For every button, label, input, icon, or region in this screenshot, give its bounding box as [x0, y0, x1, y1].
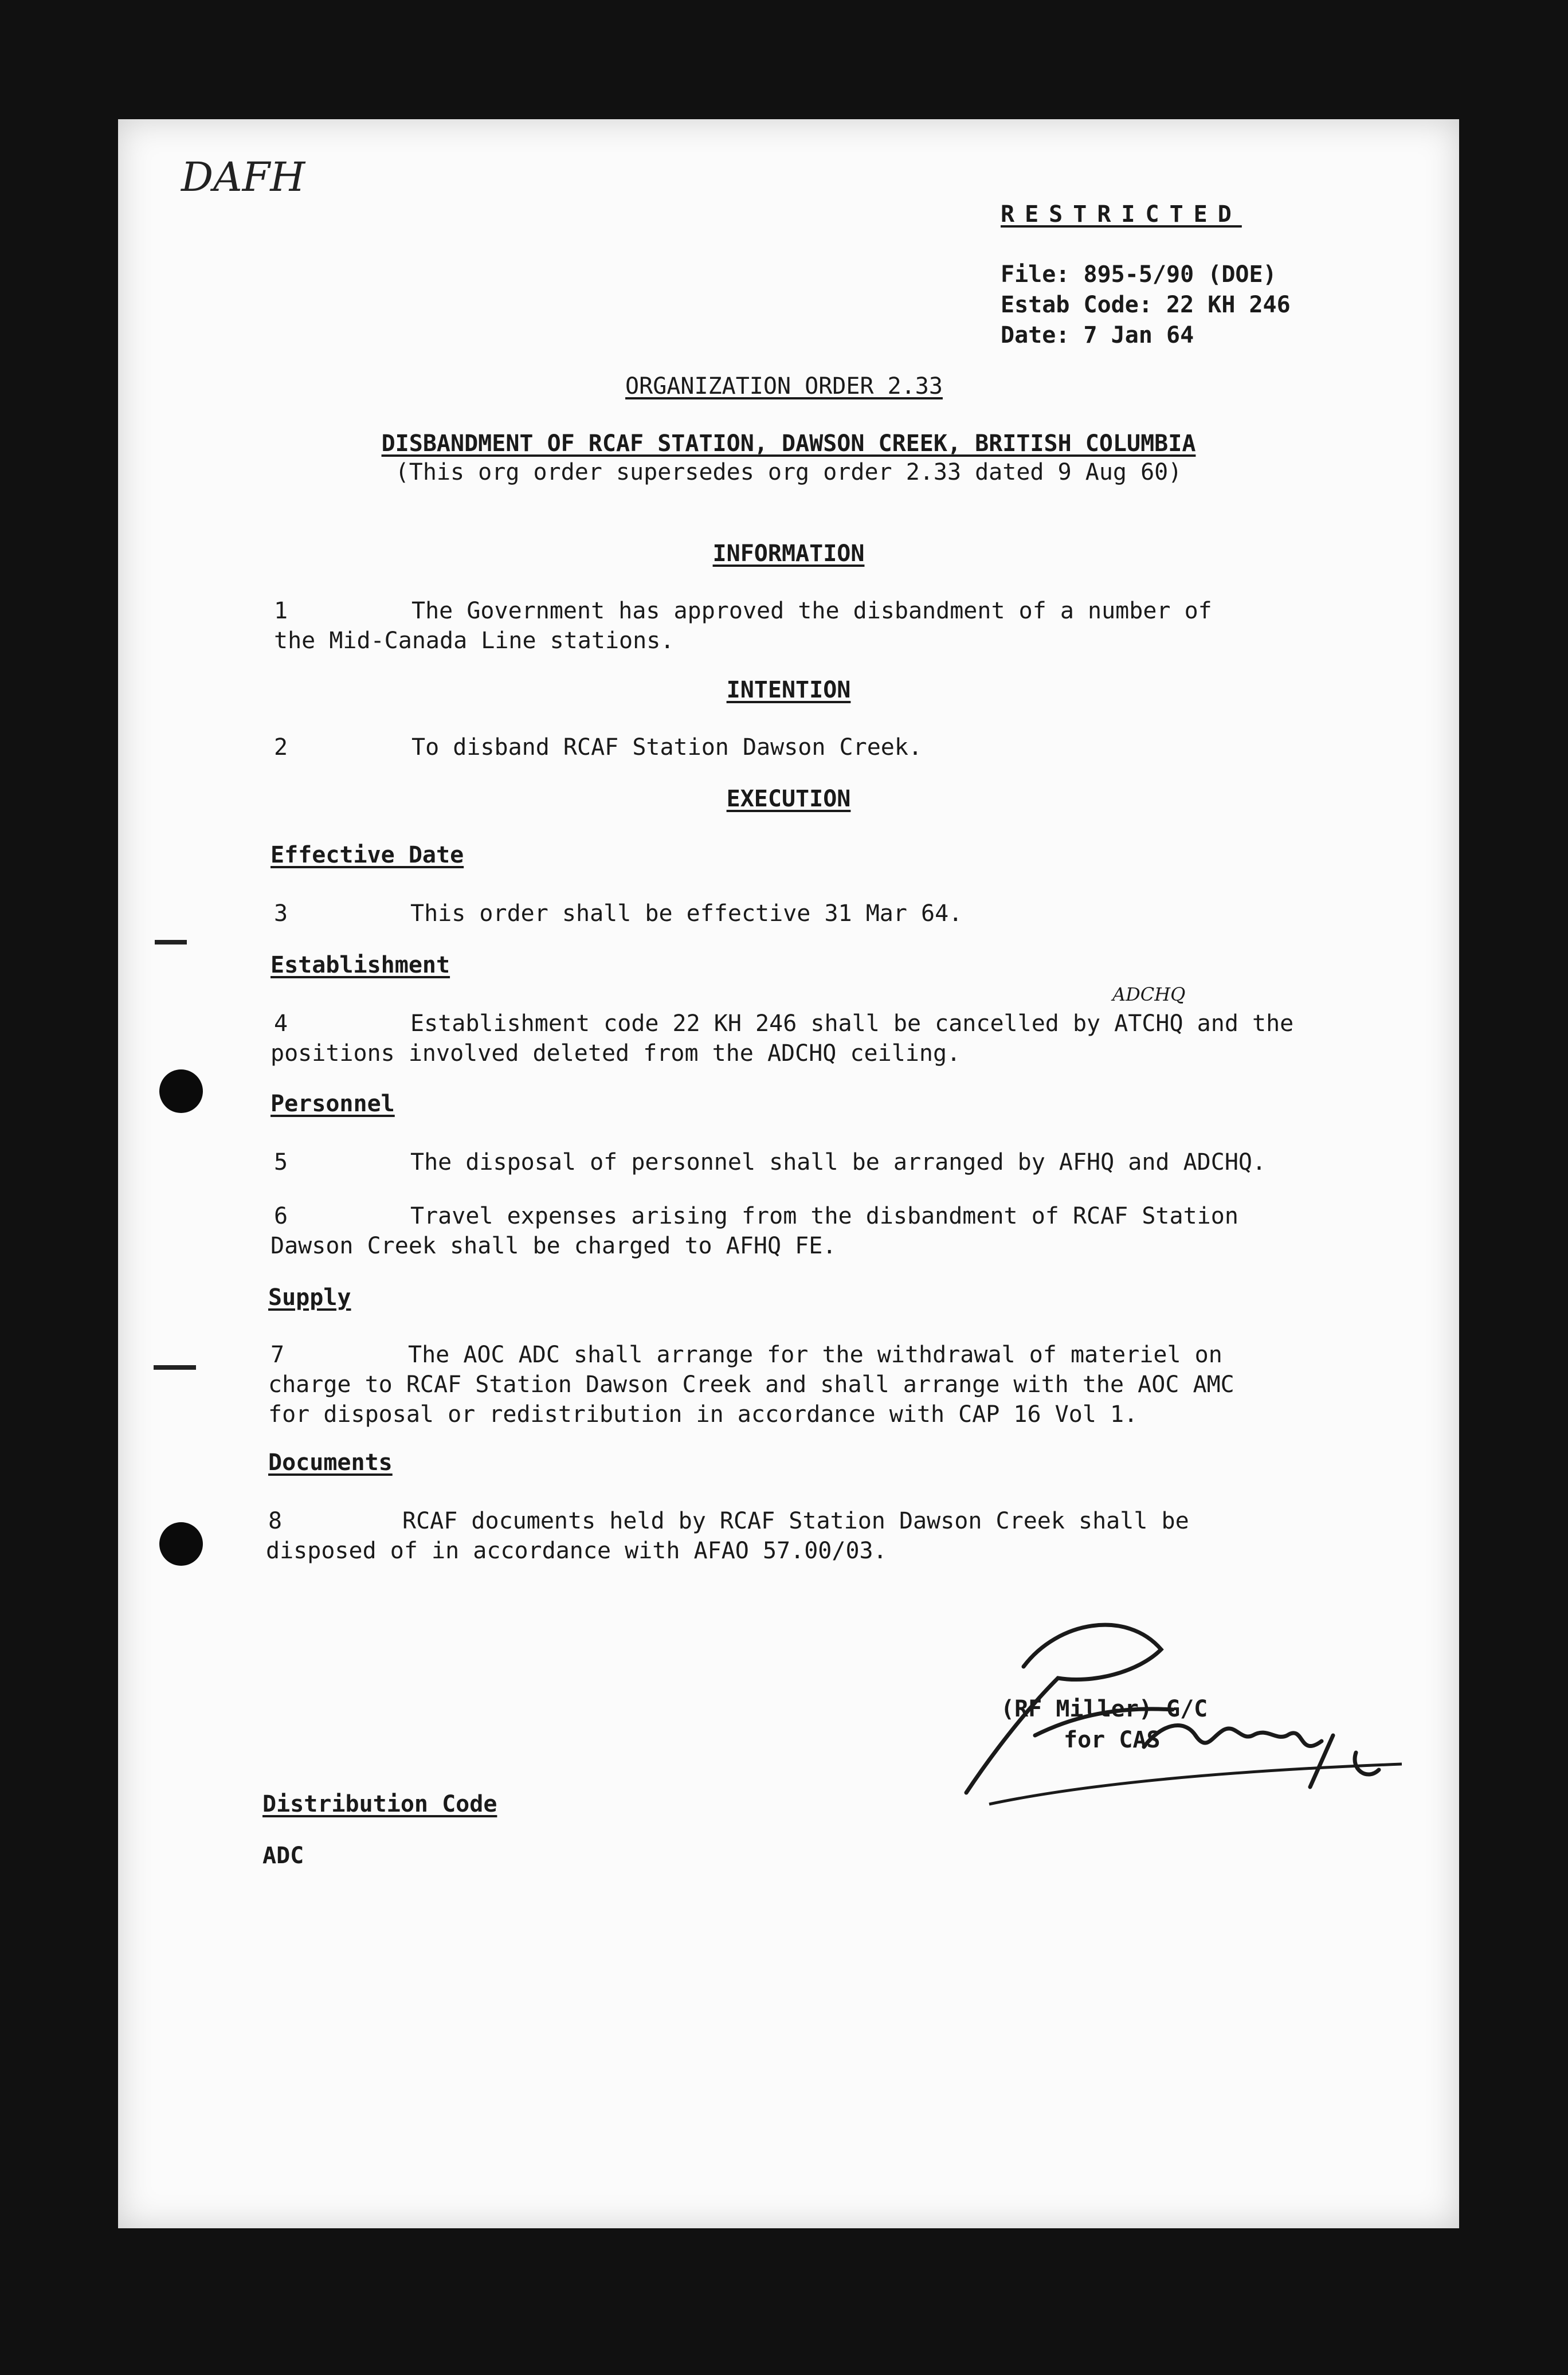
order-title-text: ORGANIZATION ORDER 2.33 — [625, 373, 943, 399]
para-3-line-1: This order shall be effective 31 Mar 64. — [410, 900, 963, 927]
classification-label: RESTRICTED — [1001, 201, 1242, 228]
signature-for: for CAS — [1064, 1727, 1161, 1753]
para-7-line-3: for disposal or redistribution in accordance with CAP 16 Vol 1. — [268, 1401, 1138, 1428]
signature-name: (RF Miller) G/C — [1001, 1696, 1208, 1722]
document-sheet — [118, 119, 1459, 2228]
order-title — [118, 371, 1459, 401]
para-7-line-1: The AOC ADC shall arrange for the withdrawal of materiel on — [408, 1342, 1222, 1368]
distribution-value: ADC — [262, 1843, 304, 1869]
para-4-line-1: Establishment code 22 KH 246 shall be cancelled by ATCHQ and the — [410, 1010, 1294, 1037]
para-4-number: 4 — [274, 1010, 288, 1037]
para-8-line-2: disposed of in accordance with AFAO 57.00/03. — [266, 1538, 887, 1564]
para-1-line-2: the Mid-Canada Line stations. — [274, 628, 675, 654]
para-3-number: 3 — [274, 900, 288, 927]
para-6-line-1: Travel expenses arising from the disbandment of RCAF Station — [410, 1203, 1238, 1229]
section-establishment: Establishment — [271, 952, 450, 978]
handwritten-note: DAFH — [181, 154, 305, 201]
section-supply: Supply — [268, 1284, 351, 1311]
document-date: Date: 7 Jan 64 — [1001, 322, 1194, 348]
para-2-number: 2 — [274, 734, 288, 761]
para-6-line-2: Dawson Creek shall be charged to AFHQ FE. — [271, 1233, 837, 1259]
para-8-number: 8 — [268, 1508, 283, 1534]
binder-hole-bottom — [159, 1522, 203, 1566]
section-personnel: Personnel — [271, 1091, 395, 1117]
para-5-line-1: The disposal of personnel shall be arranged by AFHQ and ADCHQ. — [410, 1149, 1267, 1175]
supersedes-note: (This org order supersedes org order 2.33 dated 9 Aug 60) — [395, 459, 1182, 485]
section-execution: EXECUTION — [726, 786, 851, 812]
para-1-line-1: The Government has approved the disbandment of a number of — [411, 598, 1212, 624]
section-effective-date: Effective Date — [271, 842, 464, 868]
para-2-line-1: To disband RCAF Station Dawson Creek. — [411, 734, 923, 761]
section-documents: Documents — [268, 1449, 393, 1476]
section-intention: INTENTION — [726, 677, 851, 703]
distribution-label: Distribution Code — [262, 1791, 497, 1817]
para-5-number: 5 — [274, 1149, 288, 1175]
binder-hole-top — [159, 1069, 203, 1113]
file-number: File: 895-5/90 (DOE) — [1001, 261, 1277, 288]
para-7-number: 7 — [271, 1342, 285, 1368]
margin-mark — [154, 1365, 196, 1370]
section-information: INFORMATION — [712, 540, 865, 567]
para-4-handwritten-correction: ADCHQ — [1112, 983, 1186, 1005]
para-6-number: 6 — [274, 1203, 288, 1229]
para-7-line-2: charge to RCAF Station Dawson Creek and shall arrange with the AOC AMC — [268, 1371, 1234, 1398]
order-subtitle: DISBANDMENT OF RCAF STATION, DAWSON CREEK, BRITISH COLUMBIA — [381, 430, 1196, 457]
para-1-number: 1 — [274, 598, 288, 624]
para-4-line-2: positions involved deleted from the ADCHQ ceiling. — [271, 1040, 961, 1067]
estab-code: Estab Code: 22 KH 246 — [1001, 292, 1291, 318]
para-8-line-1: RCAF documents held by RCAF Station Dawson Creek shall be — [402, 1508, 1189, 1534]
margin-mark — [155, 940, 187, 944]
